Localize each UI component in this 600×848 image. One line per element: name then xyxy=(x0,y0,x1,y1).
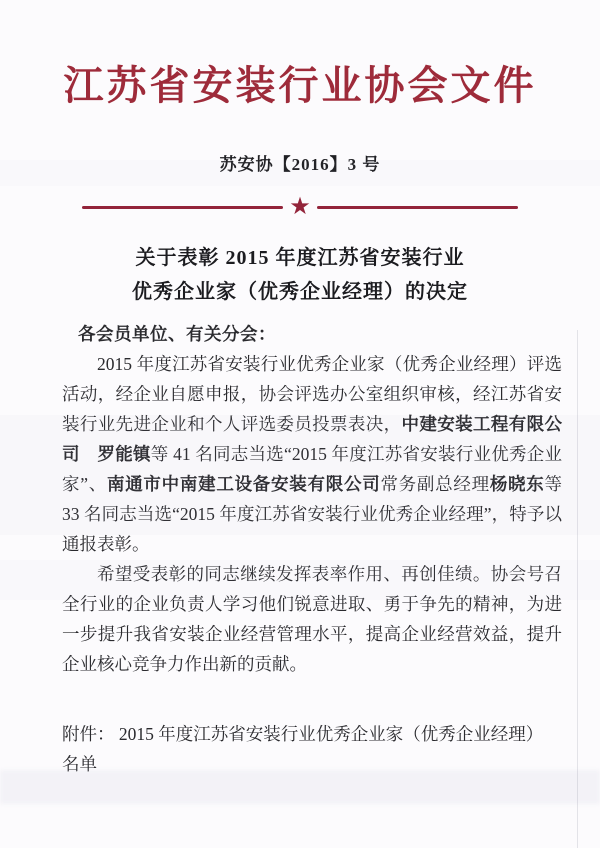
scan-edge-line xyxy=(577,330,578,848)
star-icon: ★ xyxy=(289,194,311,220)
text-run: 中建安装工程有限公司 罗能镇 xyxy=(62,414,563,464)
document-number: 苏安协【2016】3 号 xyxy=(219,155,381,174)
attachment-line-1: 附件： 2015 年度江苏省安装行业优秀企业家（优秀企业经理） xyxy=(62,724,544,744)
document-title-line2: 优秀企业家（优秀企业经理）的决定 xyxy=(132,281,468,303)
paragraph-2: 希望受表彰的同志继续发挥表率作用、再创佳绩。协会号召全行业的企业负责人学习他们锐意进取、勇于争先的精神，为进一步提升我省安装企业经营管理水平，提高企业经营效益，提升企业核心竞争力作出新的贡献。 xyxy=(62,564,562,674)
attachment-line-2: 名单 xyxy=(62,754,97,774)
paragraph-1 xyxy=(62,349,562,559)
document-body xyxy=(62,319,562,779)
attachment-note xyxy=(62,719,562,779)
text-run: 2015 年度江苏省安装行业优秀企业家（优秀企业经理）评选活动，经企业自愿申报，协会评选办公室组织审核，经江苏省安装行业先进企业和个人评选委员投票表决， xyxy=(62,354,562,434)
text-run: 等 41 名同志当选“2015 年度江苏省安装行业优秀企业家”、 xyxy=(62,444,562,494)
text-run: 杨晓东 xyxy=(489,474,545,494)
document-title xyxy=(0,241,600,309)
text-run: 南通市中南建工设备安装有限公司 xyxy=(106,474,381,494)
star-divider xyxy=(82,194,518,220)
text-run: 常务副总经理 xyxy=(380,474,490,494)
document-title-line1: 关于表彰 2015 年度江苏省安装行业 xyxy=(135,247,465,269)
divider-line-right xyxy=(317,206,518,209)
document-header-title: 江苏省安装行业协会文件 xyxy=(63,63,537,108)
salutation: 各会员单位、有关分会： xyxy=(78,324,276,344)
text-run: 等 33 名同志当选“2015 年度江苏省安装行业优秀企业经理”，特予以通报表彰。 xyxy=(62,474,563,554)
divider-line-left xyxy=(82,206,283,209)
